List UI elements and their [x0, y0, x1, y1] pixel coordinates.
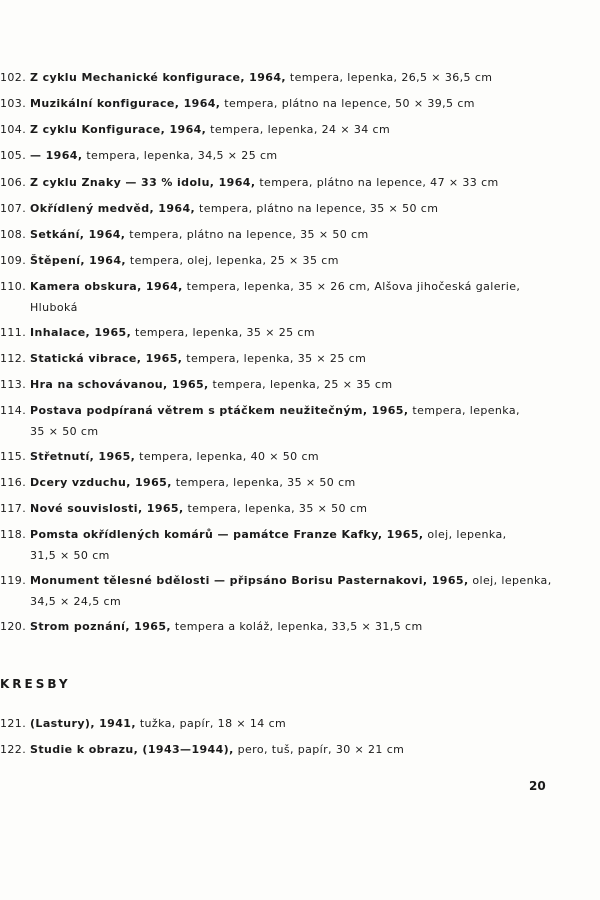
entry-details: tempera, lepenka, 34,5 × 25 cm [82, 149, 278, 162]
entry-number: 108. [0, 228, 27, 241]
entry-title: Z cyklu Konfigurace, 1964, [30, 123, 207, 136]
entry-number: 107. [0, 202, 27, 215]
entry-title: Štěpení, 1964, [30, 254, 126, 267]
entry-title: Pomsta okřídlených komárů — památce Franze Kafky, 1965, [30, 528, 424, 541]
entry-number: 120. [0, 620, 27, 633]
entry-title: Z cyklu Mechanické konfigurace, 1964, [30, 71, 286, 84]
entry-details: tempera, plátno na lepence, 50 × 39,5 cm [220, 97, 475, 110]
entry-title: Setkání, 1964, [30, 228, 126, 241]
entry-details: tempera, lepenka, 35 × 25 cm [131, 326, 315, 339]
entry-details: tempera, lepenka, 35 × 26 cm, Alšova jihočeská galerie, [182, 280, 521, 293]
entry-title: Postava podpíraná větrem s ptáčkem neužitečným, 1965, [30, 404, 409, 417]
entry-details: tempera, lepenka, 35 × 50 cm [171, 476, 356, 489]
entry-title: Okřídlený medvěd, 1964, [30, 202, 196, 215]
entry-details: tempera, lepenka, [408, 404, 520, 417]
entry-number: 116. [0, 476, 27, 489]
entry-title: Dcery vzduchu, 1965, [30, 476, 172, 489]
entry-details: tempera, lepenka, 35 × 25 cm [182, 352, 367, 365]
entry-details: tempera a koláž, lepenka, 33,5 × 31,5 cm [170, 620, 423, 633]
entry-number: 118. [0, 528, 27, 541]
entry-number: 122. [0, 743, 27, 756]
entry-title: Nové souvislosti, 1965, [30, 502, 184, 515]
entry-number: 112. [0, 352, 27, 365]
entry-title: Hra na schovávanou, 1965, [30, 378, 209, 391]
entry-title: — 1964, [30, 149, 83, 162]
entry-number: 105. [0, 149, 27, 162]
section-heading: KRESBY [0, 677, 71, 691]
entry-continuation: 35 × 50 cm [30, 425, 99, 438]
entry-title: Z cyklu Znaky — 33 % idolu, 1964, [30, 176, 256, 189]
entry-details: pero, tuš, papír, 30 × 21 cm [233, 743, 405, 756]
entry-number: 103. [0, 97, 27, 110]
entry-number: 113. [0, 378, 27, 391]
entry-number: 109. [0, 254, 27, 267]
page-number: 20 [529, 779, 546, 793]
entry-title: Inhalace, 1965, [30, 326, 132, 339]
entry-details: olej, lepenka, [468, 574, 552, 587]
entry-number: 106. [0, 176, 27, 189]
entry-details: tempera, plátno na lepence, 35 × 50 cm [195, 202, 439, 215]
entry-title: Muzikální konfigurace, 1964, [30, 97, 221, 110]
entry-details: olej, lepenka, [423, 528, 507, 541]
entry-details: tempera, lepenka, 25 × 35 cm [208, 378, 393, 391]
entry-title: (Lastury), 1941, [30, 717, 136, 730]
entry-title: Studie k obrazu, (1943—1944), [30, 743, 234, 756]
entry-number: 110. [0, 280, 27, 293]
entry-title: Strom poznání, 1965, [30, 620, 171, 633]
entry-number: 114. [0, 404, 27, 417]
entry-number: 111. [0, 326, 27, 339]
entry-details: tempera, olej, lepenka, 25 × 35 cm [125, 254, 339, 267]
entry-details: tempera, lepenka, 40 × 50 cm [135, 450, 320, 463]
entry-title: Kamera obskura, 1964, [30, 280, 183, 293]
entry-number: 102. [0, 71, 27, 84]
entry-details: tempera, plátno na lepence, 35 × 50 cm [125, 228, 369, 241]
entry-number: 115. [0, 450, 27, 463]
entry-continuation: Hluboká [30, 301, 78, 314]
entry-details: tempera, plátno na lepence, 47 × 33 cm [255, 176, 499, 189]
entry-title: Střetnutí, 1965, [30, 450, 136, 463]
entry-details: tempera, lepenka, 26,5 × 36,5 cm [285, 71, 493, 84]
entry-number: 121. [0, 717, 27, 730]
entry-details: tužka, papír, 18 × 14 cm [135, 717, 287, 730]
entry-number: 119. [0, 574, 27, 587]
entry-title: Monument tělesné bdělosti — připsáno Borisu Pasternakovi, 1965, [30, 574, 469, 587]
entry-title: Statická vibrace, 1965, [30, 352, 183, 365]
entry-continuation: 34,5 × 24,5 cm [30, 595, 122, 608]
entry-number: 117. [0, 502, 27, 515]
entry-continuation: 31,5 × 50 cm [30, 549, 110, 562]
entry-details: tempera, lepenka, 24 × 34 cm [206, 123, 391, 136]
entry-details: tempera, lepenka, 35 × 50 cm [183, 502, 368, 515]
entry-number: 104. [0, 123, 27, 136]
